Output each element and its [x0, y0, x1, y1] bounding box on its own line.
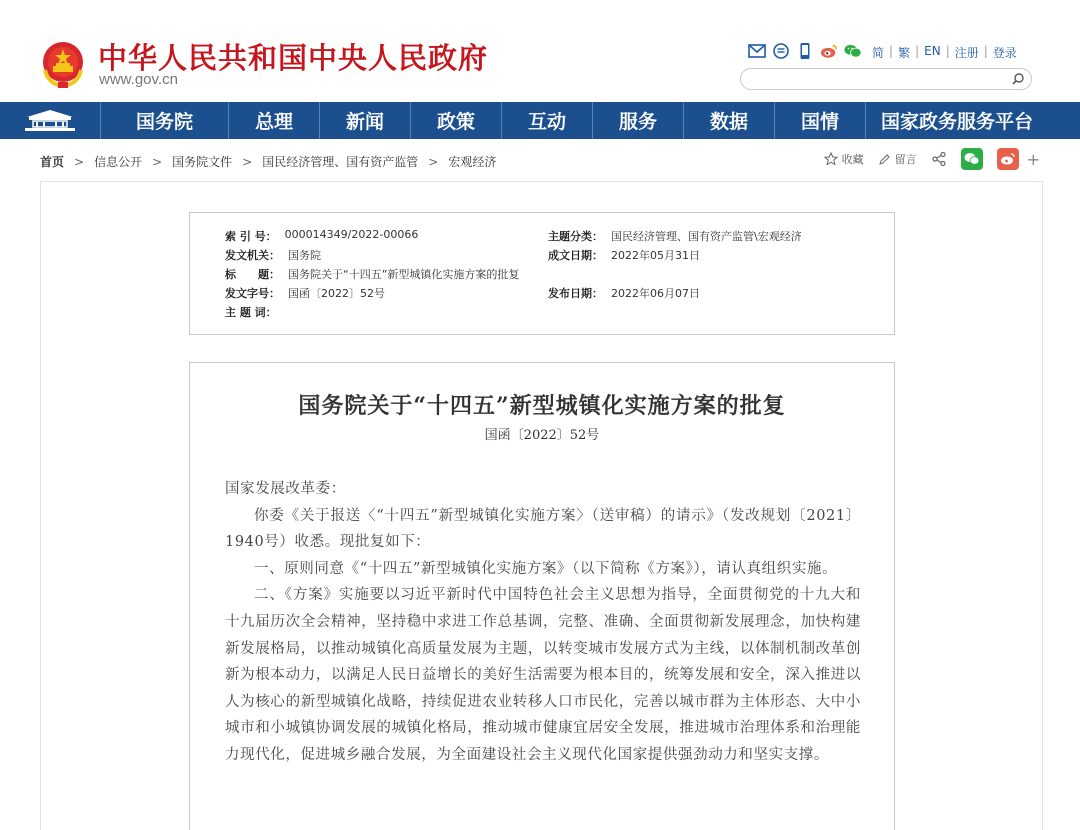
nav-item-policy[interactable]: 政策: [410, 102, 501, 139]
meta-issuer-value: 国务院: [288, 249, 321, 262]
breadcrumb-home[interactable]: 首页: [40, 155, 65, 169]
register-link[interactable]: 注册: [954, 46, 979, 60]
share-wechat-button[interactable]: [961, 148, 983, 170]
mobile-icon[interactable]: [796, 42, 814, 60]
login-link[interactable]: 登录: [992, 46, 1017, 60]
mail-icon[interactable]: [748, 42, 766, 60]
meta-docno-value: 国函〔2022〕52号: [288, 287, 385, 300]
pencil-icon: [878, 153, 891, 166]
weibo-icon[interactable]: [820, 42, 838, 60]
divider: |: [889, 44, 894, 58]
meta-category-value: 国民经济管理、国有资产监管\宏观经济: [611, 230, 802, 243]
more-share-button[interactable]: +: [1026, 149, 1040, 169]
meta-issuer-row: [225, 247, 321, 263]
divider: |: [945, 44, 950, 58]
share-toolbar: [810, 148, 1040, 170]
chevron-right-icon: >: [242, 154, 253, 169]
share-icon: [931, 151, 947, 167]
simplified-chinese-link[interactable]: 简: [872, 46, 885, 60]
document-body: [189, 362, 895, 830]
document-paragraph: 你委《关于报送〈“十四五”新型城镇化实施方案〉（送审稿）的请示》（发改规划〔2021〕1940号）收悉。现批复如下：: [225, 507, 861, 551]
meta-title-value: 国务院关于“十四五”新型城镇化实施方案的批复: [288, 268, 520, 281]
favorite-label: 收藏: [841, 153, 864, 166]
share-weibo-button[interactable]: [997, 148, 1019, 170]
document-paragraph: 一、原则同意《“十四五”新型城镇化实施方案》（以下简称《方案》），请认真组织实施。: [254, 560, 838, 577]
comment-button[interactable]: [878, 151, 917, 167]
share-button[interactable]: [931, 151, 947, 167]
main-nav: [0, 102, 1080, 139]
nav-item-interaction[interactable]: 互动: [501, 102, 592, 139]
meta-keywords-row: [225, 304, 285, 320]
search-input[interactable]: [740, 68, 1032, 90]
nav-item-premier[interactable]: 总理: [228, 102, 319, 139]
nav-item-services[interactable]: 服务: [592, 102, 683, 139]
meta-keywords-key: 主 题 词：: [225, 306, 277, 319]
meta-index-row: [225, 228, 418, 244]
traditional-chinese-link[interactable]: 繁: [898, 46, 911, 60]
document-number: 国函〔2022〕52号: [484, 428, 600, 443]
site-header: [0, 0, 1080, 102]
meta-title-row: [225, 266, 519, 282]
meta-published-key: 发布日期：: [548, 287, 603, 300]
breadcrumb-state-council-docs[interactable]: 国务院文件: [172, 155, 233, 169]
meta-title-key: 标 题：: [225, 268, 280, 281]
comment-label: 留言: [894, 153, 917, 166]
meta-written-key: 成文日期：: [548, 249, 603, 262]
meta-published-row: [548, 285, 700, 301]
breadcrumb-macro-economy[interactable]: 宏观经济: [448, 155, 497, 169]
utility-icons: [748, 42, 862, 60]
meta-docno-row: [225, 285, 385, 301]
document-salutation: 国家发展改革委：: [225, 481, 346, 497]
document-title: 国务院关于“十四五”新型城镇化实施方案的批复: [298, 393, 786, 419]
breadcrumb-economic-management[interactable]: 国民经济管理、国有资产监管: [262, 155, 419, 169]
site-url[interactable]: www.gov.cn: [99, 71, 178, 88]
wechat-icon: [961, 148, 983, 170]
divider: |: [915, 44, 920, 58]
rss-list-icon[interactable]: [772, 42, 790, 60]
document-meta-table: [189, 212, 895, 335]
meta-category-row: [548, 228, 802, 244]
weibo-icon: [997, 148, 1019, 170]
meta-index-value: 000014349/2022-00066: [284, 228, 419, 241]
chevron-right-icon: >: [428, 154, 439, 169]
nav-item-data[interactable]: 数据: [683, 102, 774, 139]
nav-home-icon[interactable]: [0, 102, 100, 139]
document-text: [225, 476, 861, 769]
meta-written-value: 2022年05月31日: [611, 249, 700, 262]
meta-docno-key: 发文字号：: [225, 287, 280, 300]
nav-item-service-platform[interactable]: 国家政务服务平台: [865, 102, 1048, 139]
meta-index-key: 索 引 号：: [225, 230, 277, 243]
breadcrumb: [40, 153, 496, 170]
site-title[interactable]: 中华人民共和国中央人民政府: [98, 41, 489, 75]
nav-item-state-council[interactable]: 国务院: [100, 102, 228, 139]
nav-item-news[interactable]: 新闻: [319, 102, 410, 139]
utility-links: [872, 44, 1017, 61]
search-icon[interactable]: [1011, 72, 1025, 86]
meta-issuer-key: 发文机关：: [225, 249, 280, 262]
breadcrumb-info-disclosure[interactable]: 信息公开: [94, 155, 143, 169]
chevron-right-icon: >: [152, 154, 163, 169]
document-paragraph: 二、《方案》实施要以习近平新时代中国特色社会主义思想为指导，全面贯彻党的十九大和十九届历次全会精神，坚持稳中求进工作总基调，完整、准确、全面贯彻新发展理念，加快构建新发展格局，以推动城镇化高质量发展为主题，以转变城市发展方式为主线，以体制机制改革创新为根本动力，以满足人民日益增长的美好生活需要为根本目的，统筹发展和安全，深入推进以人为核心的新型城镇化战略，持续促进农业转移人口市民化，完善以城市群为主体形态、大中小城市和小城镇协调发展的城镇化格局，推动城市健康宜居安全发展，推进城市治理体系和治理能力现代化，促进城乡融合发展，为全面建设社会主义现代化国家提供强劲动力和坚实支撑。: [225, 587, 861, 763]
nav-item-national-info[interactable]: 国情: [774, 102, 865, 139]
divider: |: [983, 44, 988, 58]
english-link[interactable]: EN: [924, 44, 941, 58]
meta-written-row: [548, 247, 700, 263]
meta-category-key: 主题分类：: [548, 230, 603, 243]
meta-published-value: 2022年06月07日: [611, 287, 700, 300]
star-icon: [824, 152, 838, 166]
wechat-icon[interactable]: [844, 42, 862, 60]
national-emblem-icon: [40, 40, 86, 90]
chevron-right-icon: >: [74, 154, 85, 169]
favorite-button[interactable]: [824, 151, 864, 167]
